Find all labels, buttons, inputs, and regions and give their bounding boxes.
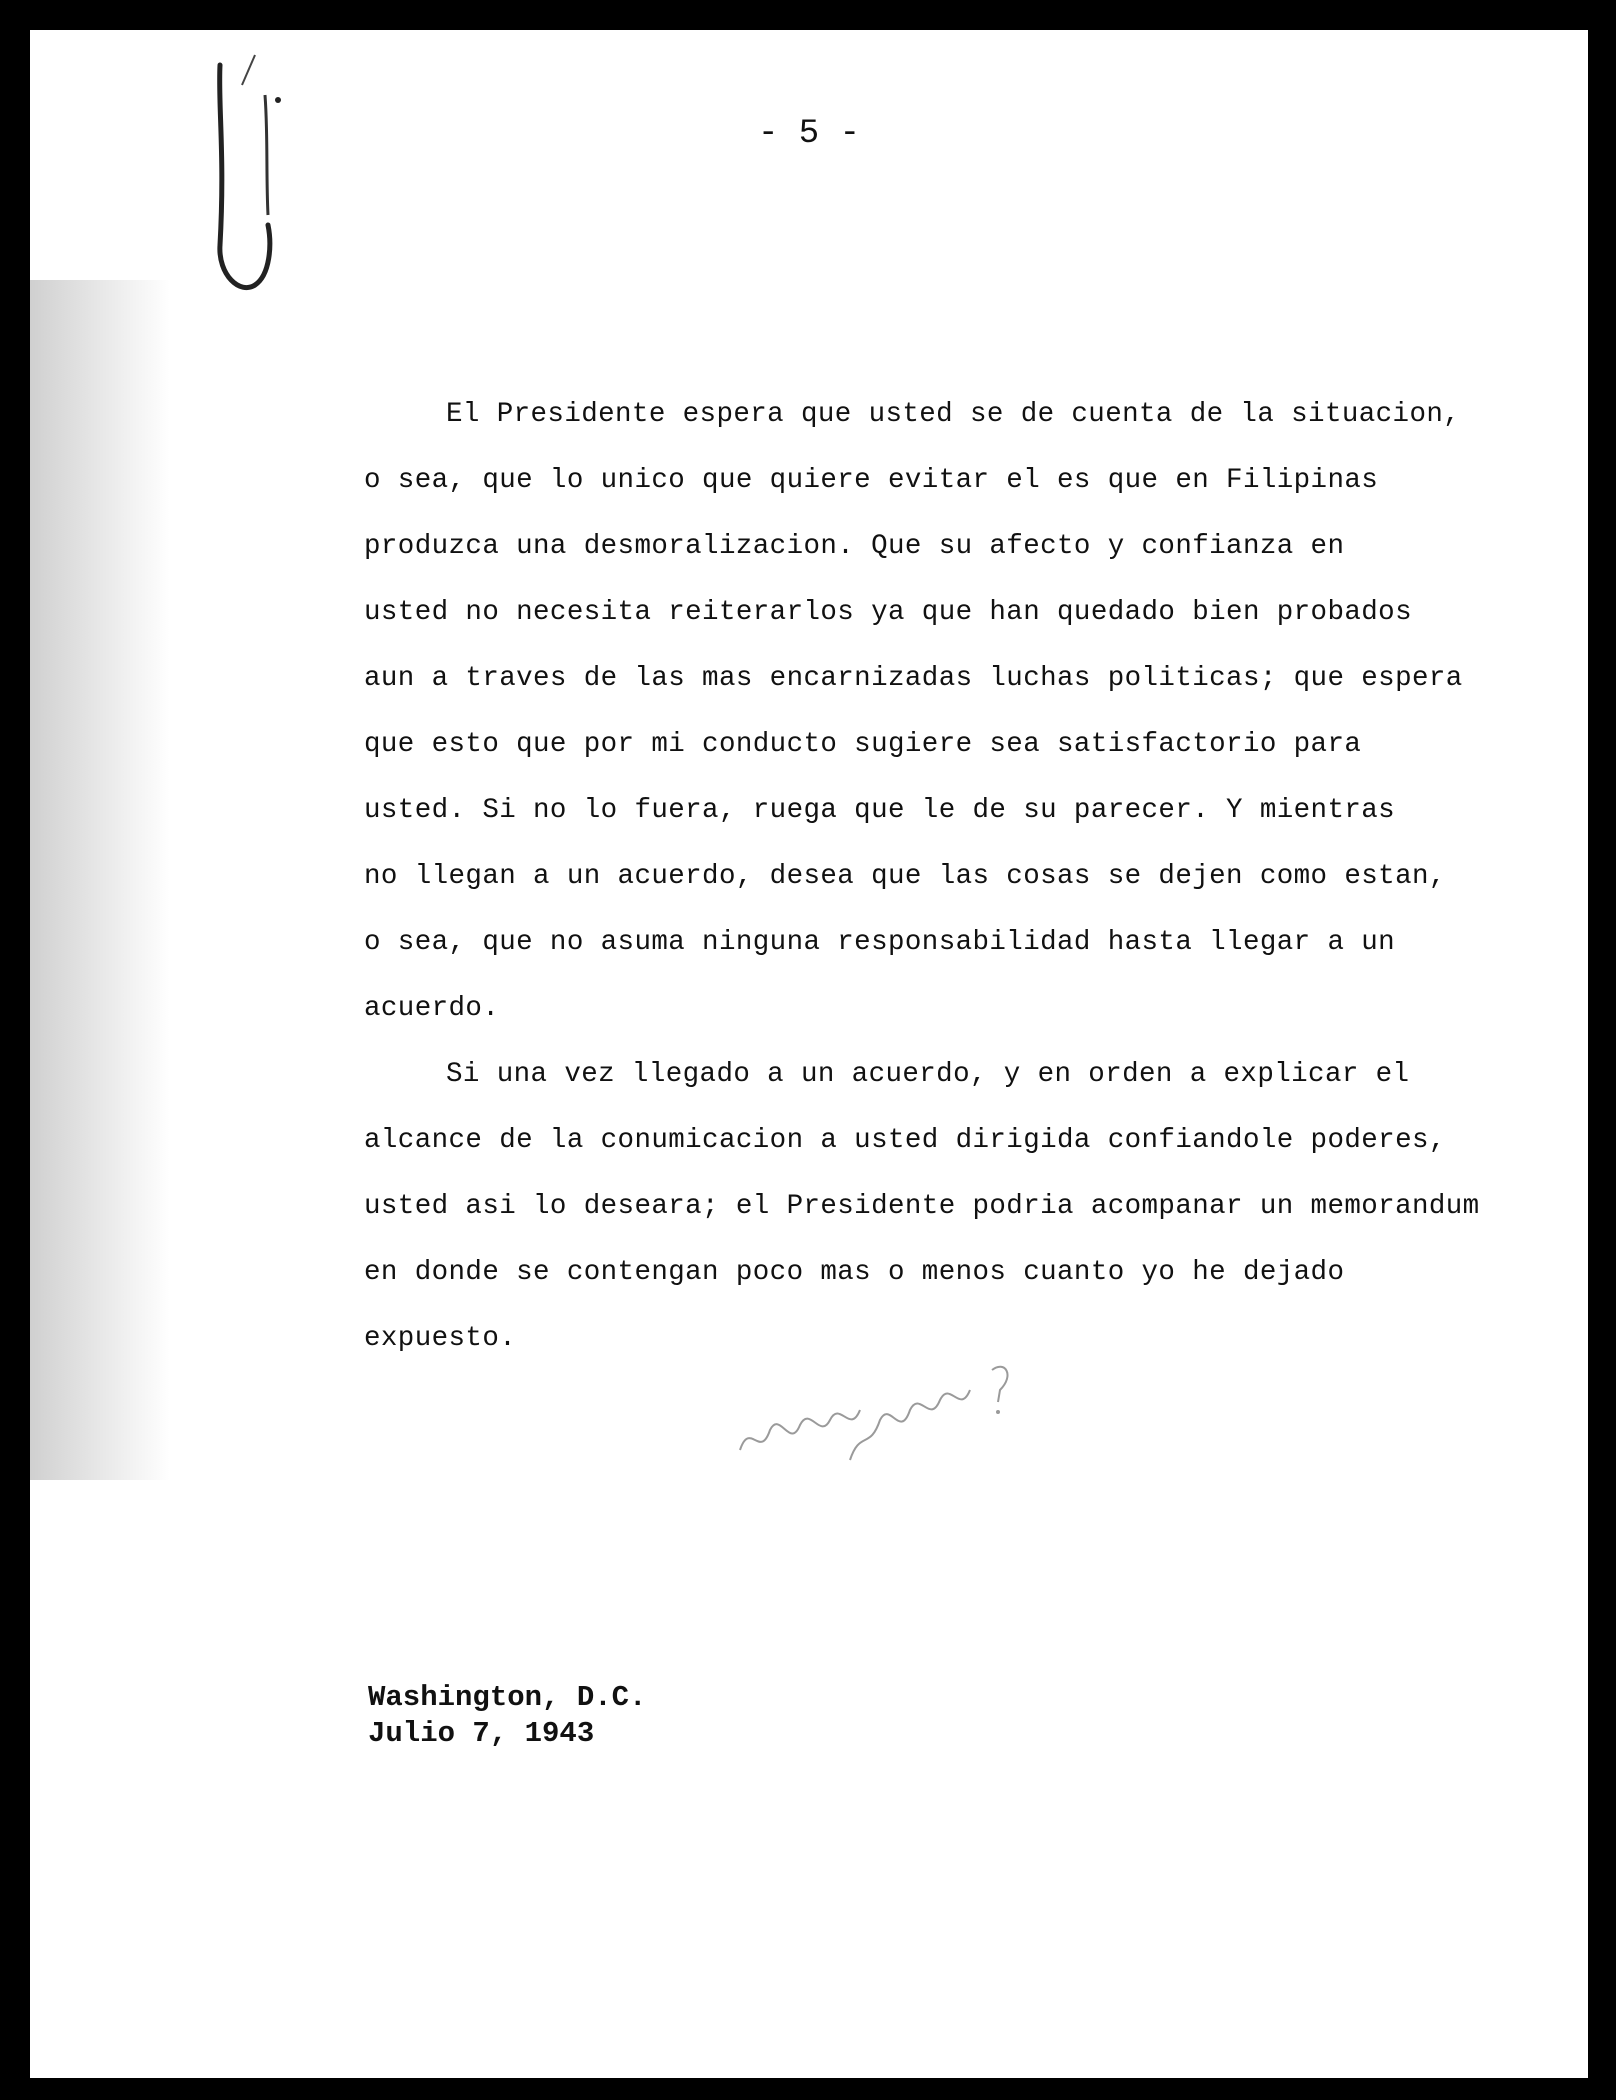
text-line: Si una vez llegado a un acuerdo, y en orden a explicar el <box>446 1059 1410 1090</box>
scan-edge-shadow <box>30 280 170 1480</box>
text-line: usted. Si no lo fuera, ruega que le de su parecer. Y mientras <box>364 795 1396 826</box>
text-line: acuerdo. <box>364 993 500 1024</box>
text-line: que esto que por mi conducto sugiere sea satisfactorio para <box>364 729 1362 760</box>
text-line: o sea, que no asuma ninguna responsabilidad hasta llegar a un <box>364 927 1396 958</box>
pencil-bracket-mark <box>180 45 290 305</box>
text-line: usted no necesita reiterarlos ya que han quedado bien probados <box>364 597 1412 628</box>
text-line: en donde se contengan poco mas o menos cuanto yo he dejado <box>364 1257 1345 1288</box>
text-line: expuesto. <box>364 1323 517 1354</box>
closing-place: Washington, D.C. <box>368 1681 647 1714</box>
text-line: produzca una desmoralizacion. Que su afecto y confianza en <box>364 531 1345 562</box>
page-number: - 5 - <box>757 115 861 153</box>
document-page <box>30 30 1588 2078</box>
letter-body <box>364 382 1514 1372</box>
pencil-handwriting-annotation <box>730 1340 1030 1490</box>
text-line: El Presidente espera que usted se de cuenta de la situacion, <box>446 399 1461 430</box>
closing-block <box>368 1680 646 1752</box>
text-line: usted asi lo deseara; el Presidente podria acompanar un memorandum <box>364 1191 1480 1222</box>
text-line: aun a traves de las mas encarnizadas luchas politicas; que espera <box>364 663 1463 694</box>
closing-date: Julio 7, 1943 <box>368 1717 595 1750</box>
text-line: o sea, que lo unico que quiere evitar el es que en Filipinas <box>364 465 1379 496</box>
text-line: no llegan a un acuerdo, desea que las cosas se dejen como estan, <box>364 861 1446 892</box>
text-line: alcance de la conumicacion a usted dirigida confiandole poderes, <box>364 1125 1446 1156</box>
